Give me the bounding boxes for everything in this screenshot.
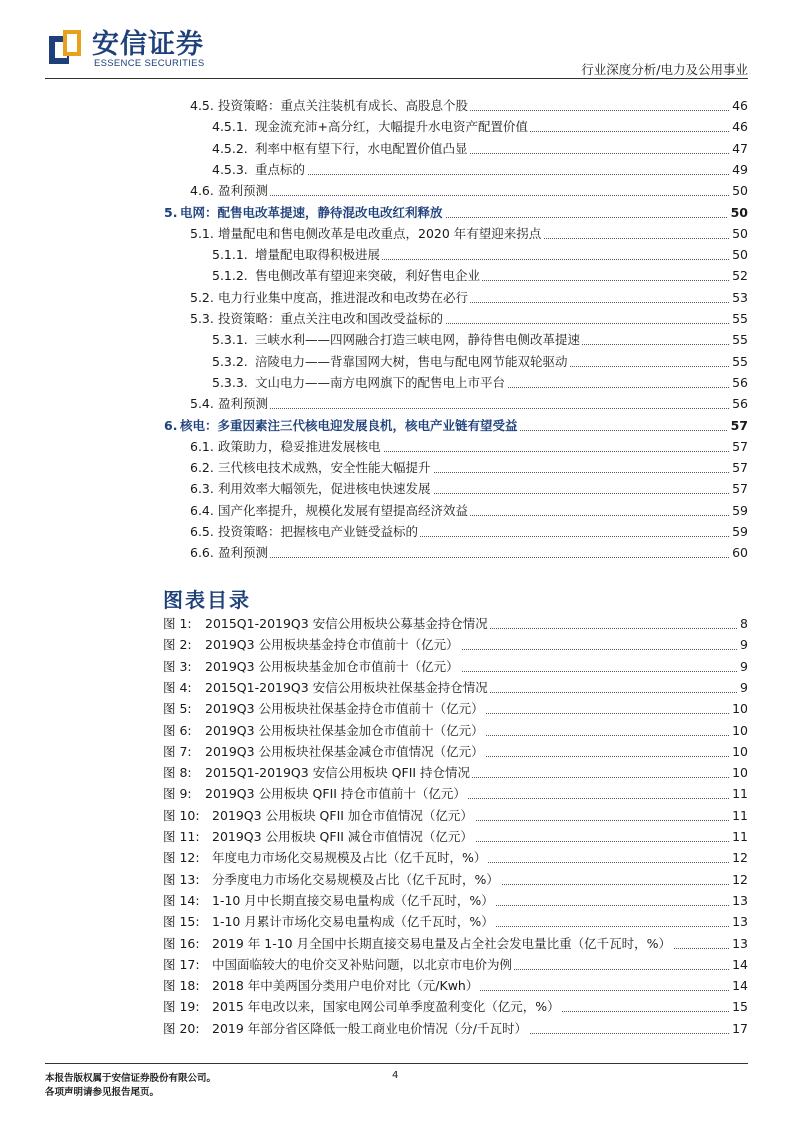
figure-entry[interactable] [0,976,793,996]
figure-entry[interactable] [0,955,793,975]
toc-entry[interactable] [0,288,793,308]
toc-title: 国产化率提升，规模化发展有望提高经济效益 [218,501,470,521]
toc-page: 53 [729,288,748,308]
dot-leader [218,394,741,409]
figure-entry[interactable] [0,614,793,634]
toc-title: 盈利预测 [218,543,270,563]
figure-number: 图 1: [163,616,192,631]
figure-entry[interactable] [0,997,793,1017]
dot-leader [255,160,741,175]
toc-page: 50 [728,203,748,223]
toc-number: 4.5.1. [212,119,248,135]
toc-title: 投资策略：重点关注装机有成长、高股息个股 [218,96,470,116]
figure-entry[interactable] [0,763,793,783]
figure-number: 图 8: [163,765,192,781]
toc-number: 5.2. [190,289,214,305]
figure-entry[interactable] [0,678,793,698]
figure-title: 2015Q1-2019Q3 安信公用板块 QFII 持仓情况 [205,763,472,783]
toc-entry[interactable] [0,352,793,372]
figure-entry[interactable] [0,721,793,741]
figure-entry[interactable] [0,699,793,719]
toc-number: 6. [164,417,178,433]
figure-title: 2015 年电改以来，国家电网公司单季度盈利变化（亿元，%） [212,997,562,1017]
figure-number: 图 17: [163,956,200,972]
toc-page: 59 [729,522,748,542]
toc-number: 6.6. [190,545,214,561]
toc-number: 6.4. [190,502,214,518]
figure-entry[interactable] [0,870,793,890]
toc-title: 核电：多重因素注三代核电迎发展良机，核电产业链有望受益 [180,416,520,436]
report-type: 行业深度分析/电力及公用事业 [581,62,748,77]
toc-page: 52 [729,266,748,286]
toc-entry[interactable] [0,266,793,286]
toc-number: 6.1. [190,438,214,454]
toc-title: 文山电力——南方电网旗下的配售电上市平台 [255,373,507,393]
footer-divider [45,1063,748,1064]
toc-number: 5.4. [190,396,214,412]
figure-entry[interactable] [0,657,793,677]
figure-entry[interactable] [0,891,793,911]
toc-number: 6.2. [190,460,214,476]
toc-entry[interactable] [0,224,793,244]
toc-page: 55 [729,352,748,372]
figure-title: 2019Q3 公用板块 QFII 减仓市值情况（亿元） [212,827,475,847]
toc-entry[interactable] [0,203,793,223]
figure-page: 8 [737,614,748,634]
figure-number: 图 10: [163,807,200,823]
toc-number: 5.3.3. [212,374,248,390]
figure-number: 图 19: [163,999,200,1015]
toc-entry[interactable] [0,522,793,542]
toc-entry[interactable] [0,117,793,137]
toc-entry[interactable] [0,139,793,159]
toc-title: 三峡水利——四网融合打造三峡电网，静待售电侧改革提速 [255,330,582,350]
toc-title: 涪陵电力——背靠国网大树，售电与配电网节能双轮驱动 [255,352,570,372]
figures-heading: 图表目录 [163,588,251,612]
figure-page: 12 [729,870,748,890]
figure-number: 图 11: [163,829,200,844]
figure-page: 15 [729,997,748,1017]
figure-title: 中国面临较大的电价交叉补贴问题，以北京市电价为例 [212,955,514,975]
figure-number: 图 3: [163,658,192,674]
figure-title: 2019Q3 公用板块社保基金持仓市值前十（亿元） [205,699,486,719]
figure-title: 年度电力市场化交易规模及占比（亿千瓦时，%） [212,848,488,868]
figure-title: 分季度电力市场化交易规模及占比（亿千瓦时，%） [212,870,501,890]
toc-number: 4.5.3. [212,161,248,177]
toc-entry[interactable] [0,330,793,350]
toc-number: 5.1.2. [212,268,248,284]
toc-entry[interactable] [0,96,793,116]
figure-number: 图 2: [163,637,192,653]
toc-page: 57 [729,458,748,478]
copyright-notice: 本报告版权属于安信证券股份有限公司。 [45,1073,217,1084]
figure-title: 2019Q3 公用板块社保基金加仓市值前十（亿元） [205,721,486,741]
toc-page: 57 [729,479,748,499]
toc-title: 增量配电和售电侧改革是电改重点，2020 年有望迎来拐点 [218,224,543,244]
logo-text-en: ESSENCE SECURITIES [94,58,205,69]
disclaimer-notice: 各项声明请参见报告尾页。 [45,1087,160,1098]
figure-number: 图 9: [163,786,192,802]
figure-page: 10 [729,721,748,741]
toc-page: 55 [729,330,748,350]
figure-page: 11 [729,806,748,826]
toc-title: 增量配电取得积极进展 [255,245,382,265]
toc-page: 56 [729,373,748,393]
figure-number: 图 16: [163,935,200,951]
toc-page: 57 [729,437,748,457]
toc-title: 政策助力，稳妥推进发展核电 [218,437,383,457]
toc-entry[interactable] [0,181,793,201]
toc-number: 5.1. [190,225,214,241]
dot-leader [218,543,741,558]
figure-page: 17 [729,1019,748,1039]
figure-title: 1-10 月累计市场化交易电量构成（亿千瓦时，%） [212,912,496,932]
figure-title: 2019Q3 公用板块基金持仓市值前十（亿元） [205,635,461,655]
toc-number: 4.5.2. [212,140,248,156]
toc-page: 50 [729,181,748,201]
header-divider [45,78,748,79]
figure-page: 14 [729,955,748,975]
figure-page: 13 [729,934,748,954]
figure-number: 图 4: [163,679,192,695]
toc-title: 盈利预测 [218,181,270,201]
figure-page: 12 [729,848,748,868]
figure-entry[interactable] [0,635,793,655]
figure-number: 图 13: [163,871,200,887]
toc-title: 利用效率大幅领先，促进核电快速发展 [218,479,433,499]
toc-title: 三代核电技术成熟，安全性能大幅提升 [218,458,433,478]
toc-entry[interactable] [0,479,793,499]
figure-title: 1-10 月中长期直接交易电量构成（亿千瓦时，%） [212,891,496,911]
figure-page: 13 [729,891,748,911]
toc-entry[interactable] [0,373,793,393]
toc-title: 利率中枢有望下行，水电配置价值凸显 [255,139,470,159]
figure-page: 11 [729,784,748,804]
toc-page: 46 [729,117,748,137]
dot-leader [218,181,741,196]
toc-number: 5.1.1. [212,247,248,263]
figure-number: 图 12: [163,850,200,866]
figure-page: 14 [729,976,748,996]
toc-title: 现金流充沛+高分红，大幅提升水电资产配置价值 [255,117,530,137]
figure-page: 10 [729,763,748,783]
figure-page: 9 [737,657,748,677]
toc-entry[interactable] [0,160,793,180]
toc-entry[interactable] [0,394,793,414]
figure-page: 9 [737,678,748,698]
figure-page: 10 [729,742,748,762]
essence-logo-icon [45,28,85,68]
figure-title: 2019Q3 公用板块 QFII 加仓市值情况（亿元） [212,806,475,826]
figure-title: 2019 年 1-10 月全国中长期直接交易电量及占全社会发电量比重（亿千瓦时，%） [212,934,673,954]
figure-entry[interactable] [0,827,793,847]
figure-title: 2019Q3 公用板块基金加仓市值前十（亿元） [205,657,461,677]
toc-entry[interactable] [0,437,793,457]
toc-title: 投资策略：重点关注电改和国改受益标的 [218,309,445,329]
figure-number: 图 5: [163,701,192,717]
figure-number: 图 15: [163,914,200,930]
toc-entry[interactable] [0,309,793,329]
toc-number: 4.6. [190,183,214,199]
figure-number: 图 20: [163,1020,200,1036]
figure-number: 图 14: [163,892,200,908]
toc-number: 5.3. [190,311,214,326]
figure-entry[interactable] [0,912,793,932]
toc-page: 57 [728,416,748,436]
figure-entry[interactable] [0,742,793,762]
toc-number: 6.5. [190,524,214,539]
toc-entry[interactable] [0,458,793,478]
figure-number: 图 6: [163,722,192,738]
toc-page: 59 [729,501,748,521]
toc-page: 47 [729,139,748,159]
toc-title: 投资策略：把握核电产业链受益标的 [218,522,420,542]
toc-title: 电力行业集中度高，推进混改和电改势在必行 [218,288,470,308]
figure-title: 2015Q1-2019Q3 安信公用板块社保基金持仓情况 [205,678,490,698]
figure-title: 2019 年部分省区降低一般工商业电价情况（分/千瓦时） [212,1019,529,1039]
figure-entry[interactable] [0,806,793,826]
figure-title: 2018 年中美两国分类用户电价对比（元/Kwh） [212,976,480,996]
toc-number: 5.3.1. [212,332,248,348]
toc-entry[interactable] [0,245,793,265]
figure-entry[interactable] [0,1019,793,1039]
figure-page: 10 [729,699,748,719]
figure-page: 9 [737,635,748,655]
toc-entry[interactable] [0,501,793,521]
toc-page: 49 [729,160,748,180]
figure-number: 图 18: [163,978,200,994]
toc-page: 60 [729,543,748,563]
page-number: 4 [392,1070,399,1081]
toc-page: 50 [729,245,748,265]
figure-title: 2019Q3 公用板块 QFII 持仓市值前十（亿元） [205,784,468,804]
figure-page: 13 [729,912,748,932]
toc-entry[interactable] [0,543,793,563]
toc-title: 电网：配售电改革提速，静待混改电改红利释放 [180,203,445,223]
toc-title: 重点标的 [255,160,307,180]
figure-number: 图 7: [163,743,192,759]
toc-page: 56 [729,394,748,414]
figure-entry[interactable] [0,784,793,804]
toc-number: 5. [164,204,178,220]
toc-page: 50 [729,224,748,244]
figure-page: 11 [729,827,748,847]
page-header [0,0,793,80]
toc-entry[interactable] [0,416,793,436]
toc-title: 售电侧改革有望迎来突破，利好售电企业 [255,266,482,286]
figure-title: 2015Q1-2019Q3 安信公用板块公募基金持仓情况 [205,614,490,634]
figure-title: 2019Q3 公用板块社保基金减仓市值情况（亿元） [205,742,486,762]
figure-entry[interactable] [0,848,793,868]
toc-number: 6.3. [190,481,214,497]
figure-entry[interactable] [0,934,793,954]
logo-text-cn: 安信证券 [92,29,204,60]
toc-title: 盈利预测 [218,394,270,414]
toc-page: 55 [729,309,748,329]
toc-number: 5.3.2. [212,353,248,369]
toc-number: 4.5. [190,98,214,113]
toc-page: 46 [729,96,748,116]
